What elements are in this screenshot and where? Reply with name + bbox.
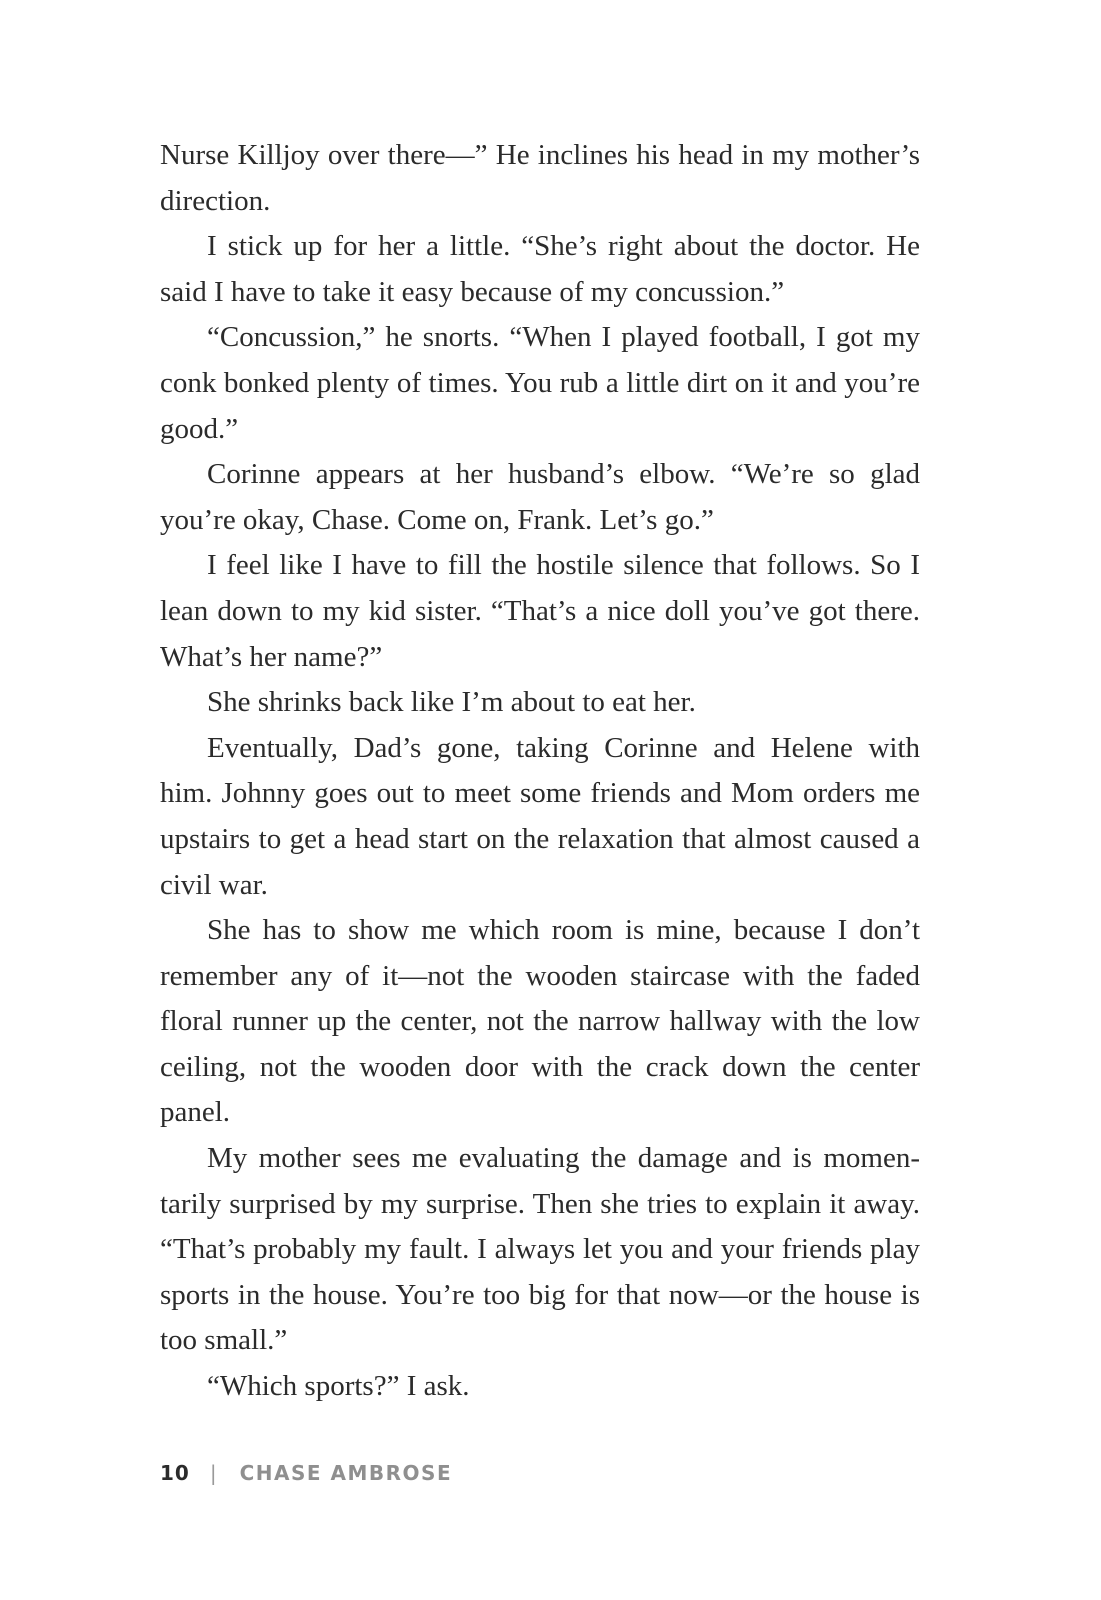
paragraph: She shrinks back like I’m about to eat her.	[207, 686, 696, 719]
body-text	[160, 133, 920, 1410]
paragraph: Nurse Killjoy over there—” He inclines his head in my mother’s direction.	[160, 139, 920, 217]
paragraph: “Concussion,” he snorts. “When I played football, I got my conk bonked plenty of times. You rub a little dirt on it and you’re good.”	[160, 321, 920, 445]
paragraph: Corinne appears at her husband’s elbow. “We’re so glad you’re okay, Chase. Come on, Frank. Let’s go.”	[160, 458, 920, 536]
paragraph: I feel like I have to fill the hostile silence that follows. So I lean down to my kid sister. “That’s a nice doll you’ve got there. What’s her name?”	[160, 549, 920, 673]
page-number: 10	[160, 1461, 190, 1485]
paragraph: “Which sports?” I ask.	[207, 1370, 470, 1403]
paragraph: I stick up for her a little. “She’s right about the doctor. He said I have to take it easy because of my concussion.”	[160, 230, 920, 308]
running-head: CHASE AMBROSE	[239, 1461, 453, 1485]
paragraph: Eventually, Dad’s gone, taking Corinne and Helene with him. Johnny goes out to meet some friends and Mom orders me upstairs to get a head start on the relaxation that almost caused a civil war.	[160, 731, 920, 901]
paragraph: She has to show me which room is mine, because I don’t remember any of it—not the wooden staircase with the faded floral runner up the center, not the narrow hallway with the low ceiling, not the wooden door with the crack down the center panel.	[160, 914, 920, 1129]
paragraph: My mother sees me evaluating the damage and is momentarily surprised by my surprise. Then she tries to explain it away. “That’s probably my fault. I always let you and your friends play sports in the house. You’re too big for that now—or the house is too small.”	[160, 1142, 920, 1357]
footer-divider: |	[209, 1461, 218, 1485]
page-footer	[160, 1458, 452, 1488]
